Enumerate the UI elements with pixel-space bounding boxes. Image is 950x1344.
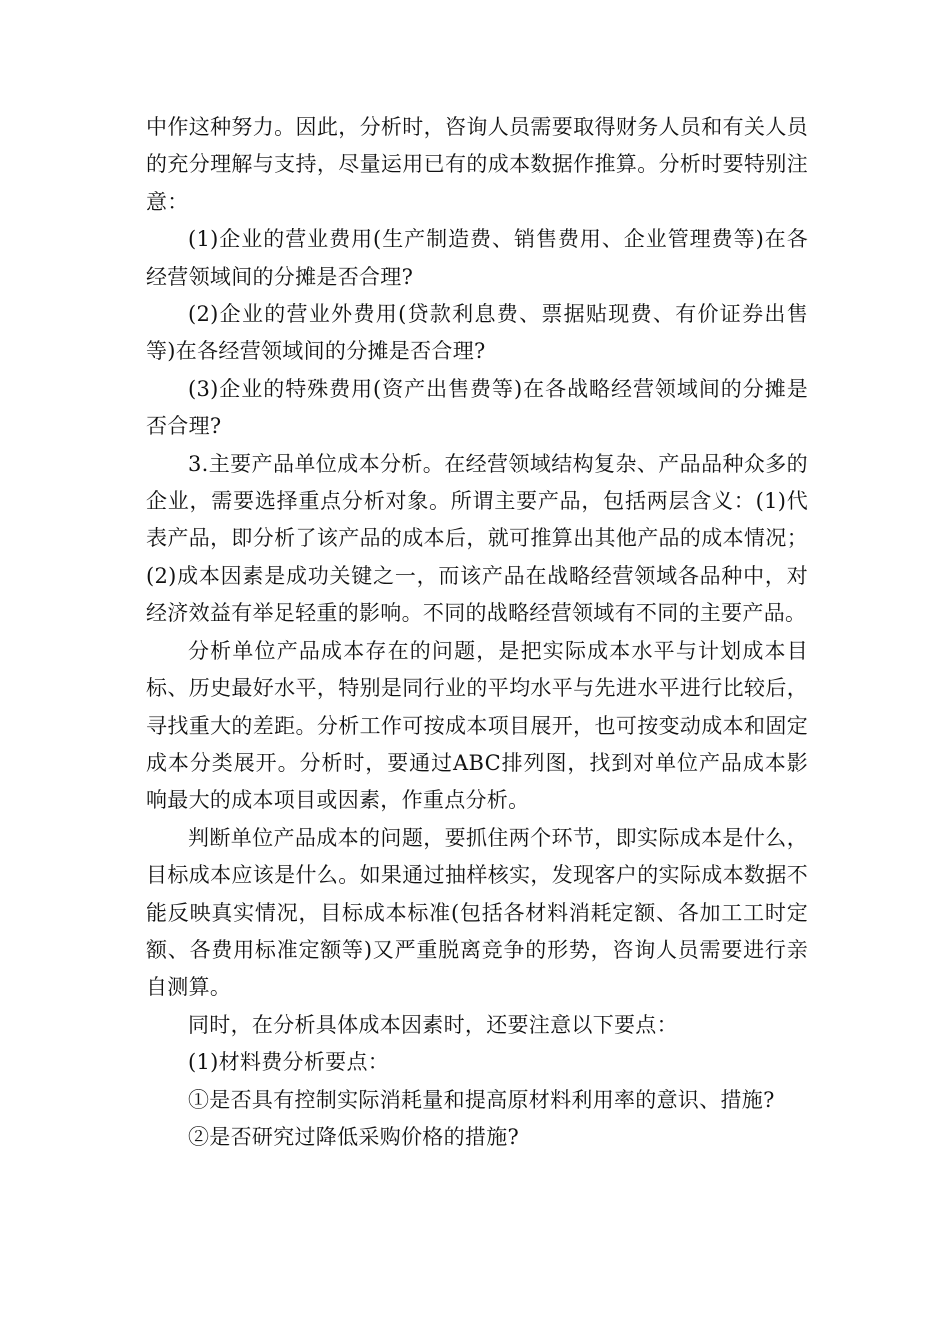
paragraph-10: ①是否具有控制实际消耗量和提高原材料利用率的意识、措施? (188, 1087, 775, 1112)
paragraph-6: 分析单位产品成本存在的问题，是把实际成本水平与计划成本目标、历史最好水平，特别是同行业的平均水平与先进水平进行比较后，寻找重大的差距。分析工作可按成本项目展开，也可按变动成本和固定成本分类展开。分析时，要通过ABC排列图，找到对单位产品成本影响最大的成本项目或因素，作重点分析。 (146, 638, 808, 813)
paragraph-2: (1)企业的营业费用(生产制造费、销售费用、企业管理费等)在各经营领域间的分摊是否合理? (146, 227, 808, 289)
paragraph-4: (3)企业的特殊费用(资产出售费等)在各战略经营领域间的分摊是否合理? (146, 376, 808, 439)
paragraph-8: 同时，在分析具体成本因素时，还要注意以下要点： (188, 1012, 678, 1037)
paragraph-3: (2)企业的营业外费用(贷款利息费、票据贴现费、有价证券出售等)在各经营领域间的分摊是否合理? (146, 302, 808, 364)
paragraph-7: 判断单位产品成本的问题，要抓住两个环节，即实际成本是什么，目标成本应该是什么。如果通过抽样核实，发现客户的实际成本数据不能反映真实情况，目标成本标准(包括各材料消耗定额、各加工工时定额、各费用标准定额等)又严重脱离竞争的形势，咨询人员需要进行亲自测算。 (146, 825, 808, 1000)
document-body (146, 109, 808, 1156)
paragraph-9: (1)材料费分析要点： (188, 1050, 390, 1075)
paragraph-1: 中作这种努力。因此，分析时，咨询人员需要取得财务人员和有关人员的充分理解与支持，尽量运用已有的成本数据作推算。分析时要特别注意： (146, 115, 808, 214)
paragraph-11: ②是否研究过降低采购价格的措施? (188, 1124, 520, 1149)
paragraph-5: 3.主要产品单位成本分析。在经营领域结构复杂、产品品种众多的企业，需要选择重点分析对象。所谓主要产品，包括两层含义：(1)代表产品，即分析了该产品的成本后，就可推算出其他产品的成本情况；(2)成本因素是成功关键之一，而该产品在战略经营领域各品种中，对经济效益有举足轻重的影响。不同的战略经营领域有不同的主要产品。 (146, 451, 808, 626)
